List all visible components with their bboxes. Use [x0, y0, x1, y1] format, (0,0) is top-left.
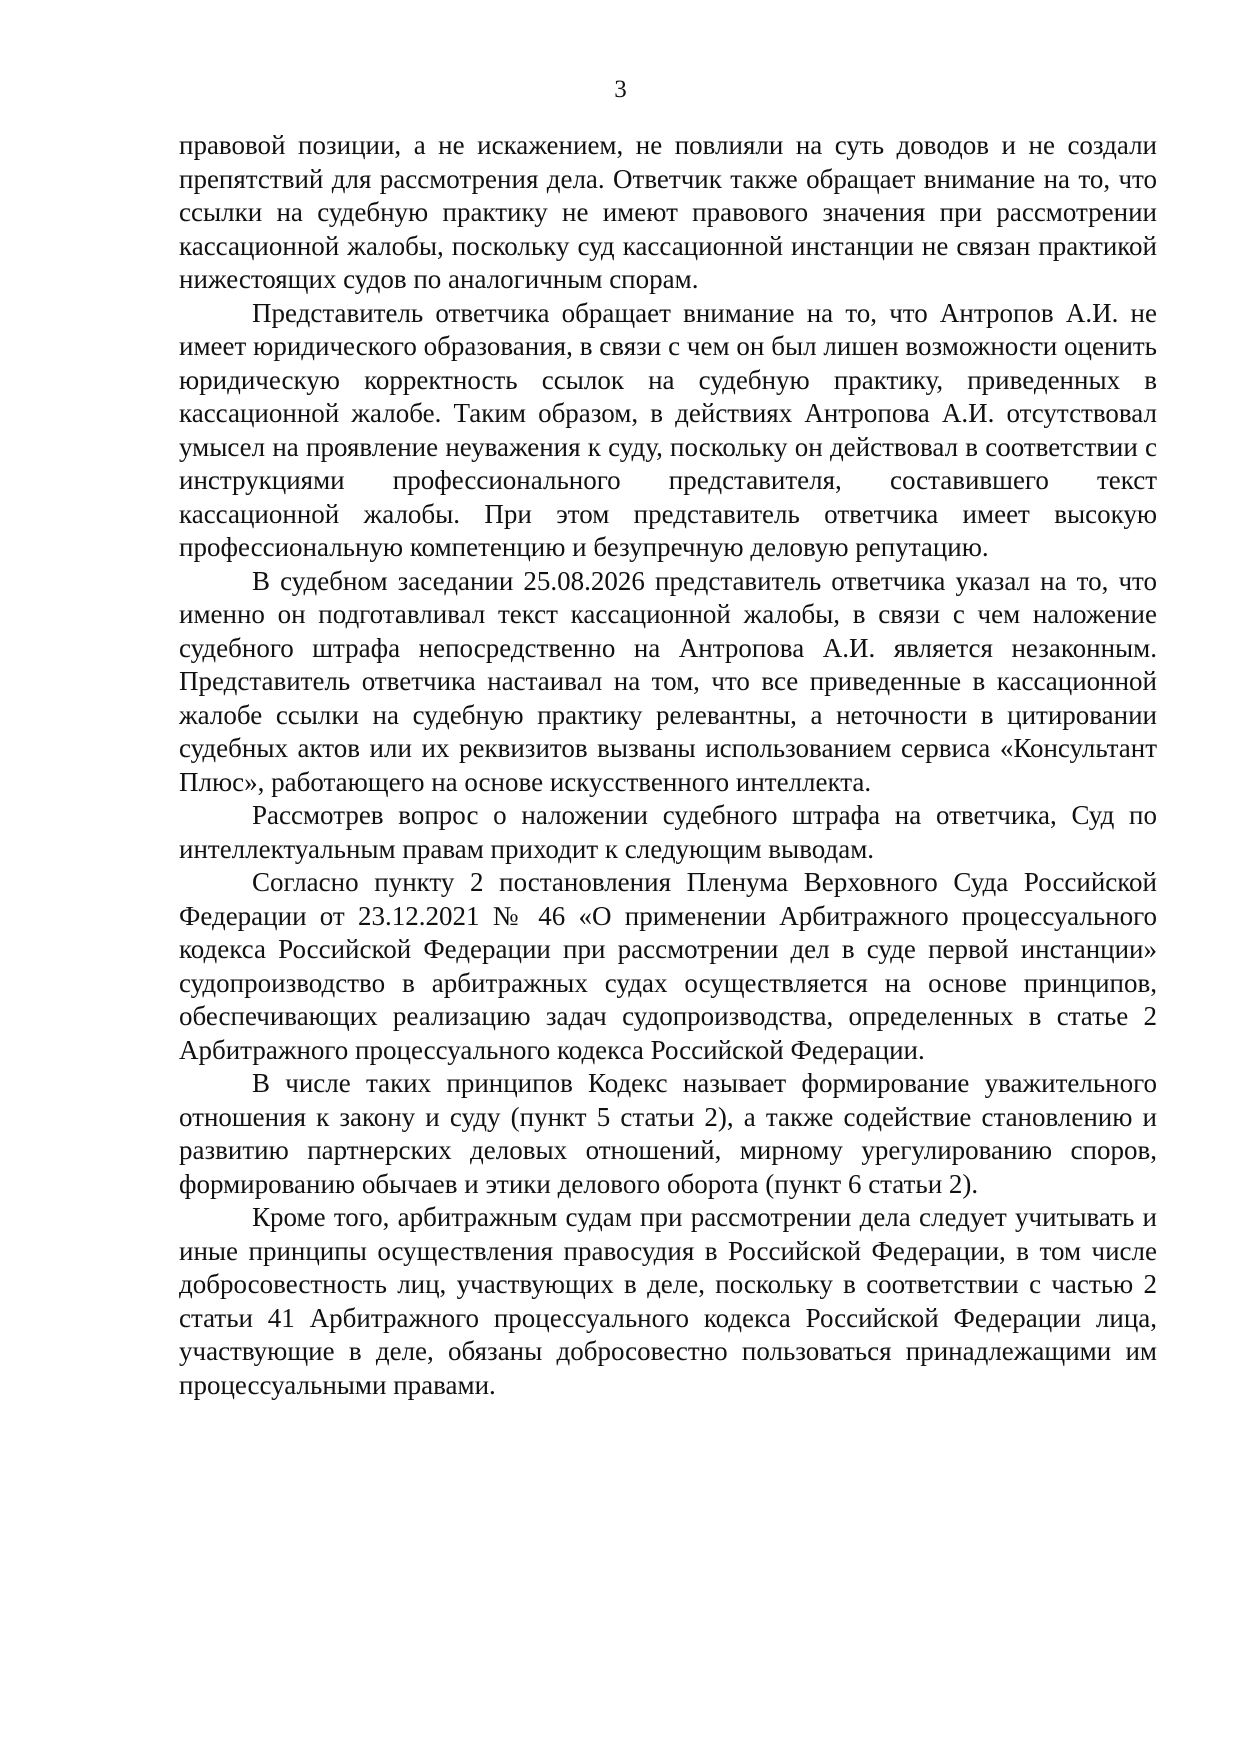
page-number: 3 — [614, 76, 627, 103]
paragraph: Рассмотрев вопрос о наложении судебного штрафа на ответчика, Суд по интеллектуальным правам приходит к следующим выводам. — [179, 800, 1157, 864]
paragraph: Кроме того, арбитражным судам при рассмотрении дела следует учитывать и иные принципы осуществления правосудия в Российской Федерации, в том числе добросовестность лиц, участвующих в деле, поскольку в соответствии с частью 2 статьи 41 Арбитражного процессуального кодекса Российской Федерации лица, участвующие в деле, обязаны добросовестно пользоваться принадлежащими им процессуальными правами. — [179, 1202, 1157, 1400]
paragraph: Представитель ответчика обращает внимание на то, что Антропов А.И. не имеет юридического образования, в связи с чем он был лишен возможности оценить юридическую корректность ссылок на судебную практику, приведенных в кассационной жалобе. Таким образом, в действиях Антропова А.И. отсутствовал умысел на проявление неуважения к суду, поскольку он действовал в соответствии с инструкциями профессионального представителя, составившего текст кассационной жалобы. При этом представитель ответчика имеет высокую профессиональную компетенцию и безупречную деловую репутацию. — [179, 297, 1157, 562]
paragraph-continuation: правовой позиции, а не искажением, не повлияли на суть доводов и не создали препятствий для рассмотрения дела. Ответчик также обращает внимание на то, что ссылки на судебную практику не имеют правового значения при рассмотрении кассационной жалобы, поскольку суд кассационной инстанции не связан практикой нижестоящих судов по аналогичным спорам. — [179, 130, 1157, 294]
document-body — [179, 129, 1157, 1402]
paragraph: В судебном заседании 25.08.2026 представитель ответчика указал на то, что именно он подготавливал текст кассационной жалобы, в связи с чем наложение судебного штрафа непосредственно на Антропова А.И. является незаконным. Представитель ответчика настаивал на том, что все приведенные в кассационной жалобе ссылки на судебную практику релевантны, а неточности в цитировании судебных актов или их реквизитов вызваны использованием сервиса «Консультант Плюс», работающего на основе искусственного интеллекта. — [179, 565, 1157, 797]
paragraph: В числе таких принципов Кодекс называет формирование уважительного отношения к закону и суду (пункт 5 статьи 2), а также содействие становлению и развитию партнерских деловых отношений, мирному урегулированию споров, формированию обычаев и этики делового оборота (пункт 6 статьи 2). — [179, 1068, 1157, 1199]
paragraph: Согласно пункту 2 постановления Пленума Верховного Суда Российской Федерации от 23.12.2021 № 46 «О применении Арбитражного процессуального кодекса Российской Федерации при рассмотрении дел в суде первой инстанции» судопроизводство в арбитражных судах осуществляется на основе принципов, обеспечивающих реализацию задач судопроизводства, определенных в статье 2 Арбитражного процессуального кодекса Российской Федерации. — [179, 867, 1157, 1065]
